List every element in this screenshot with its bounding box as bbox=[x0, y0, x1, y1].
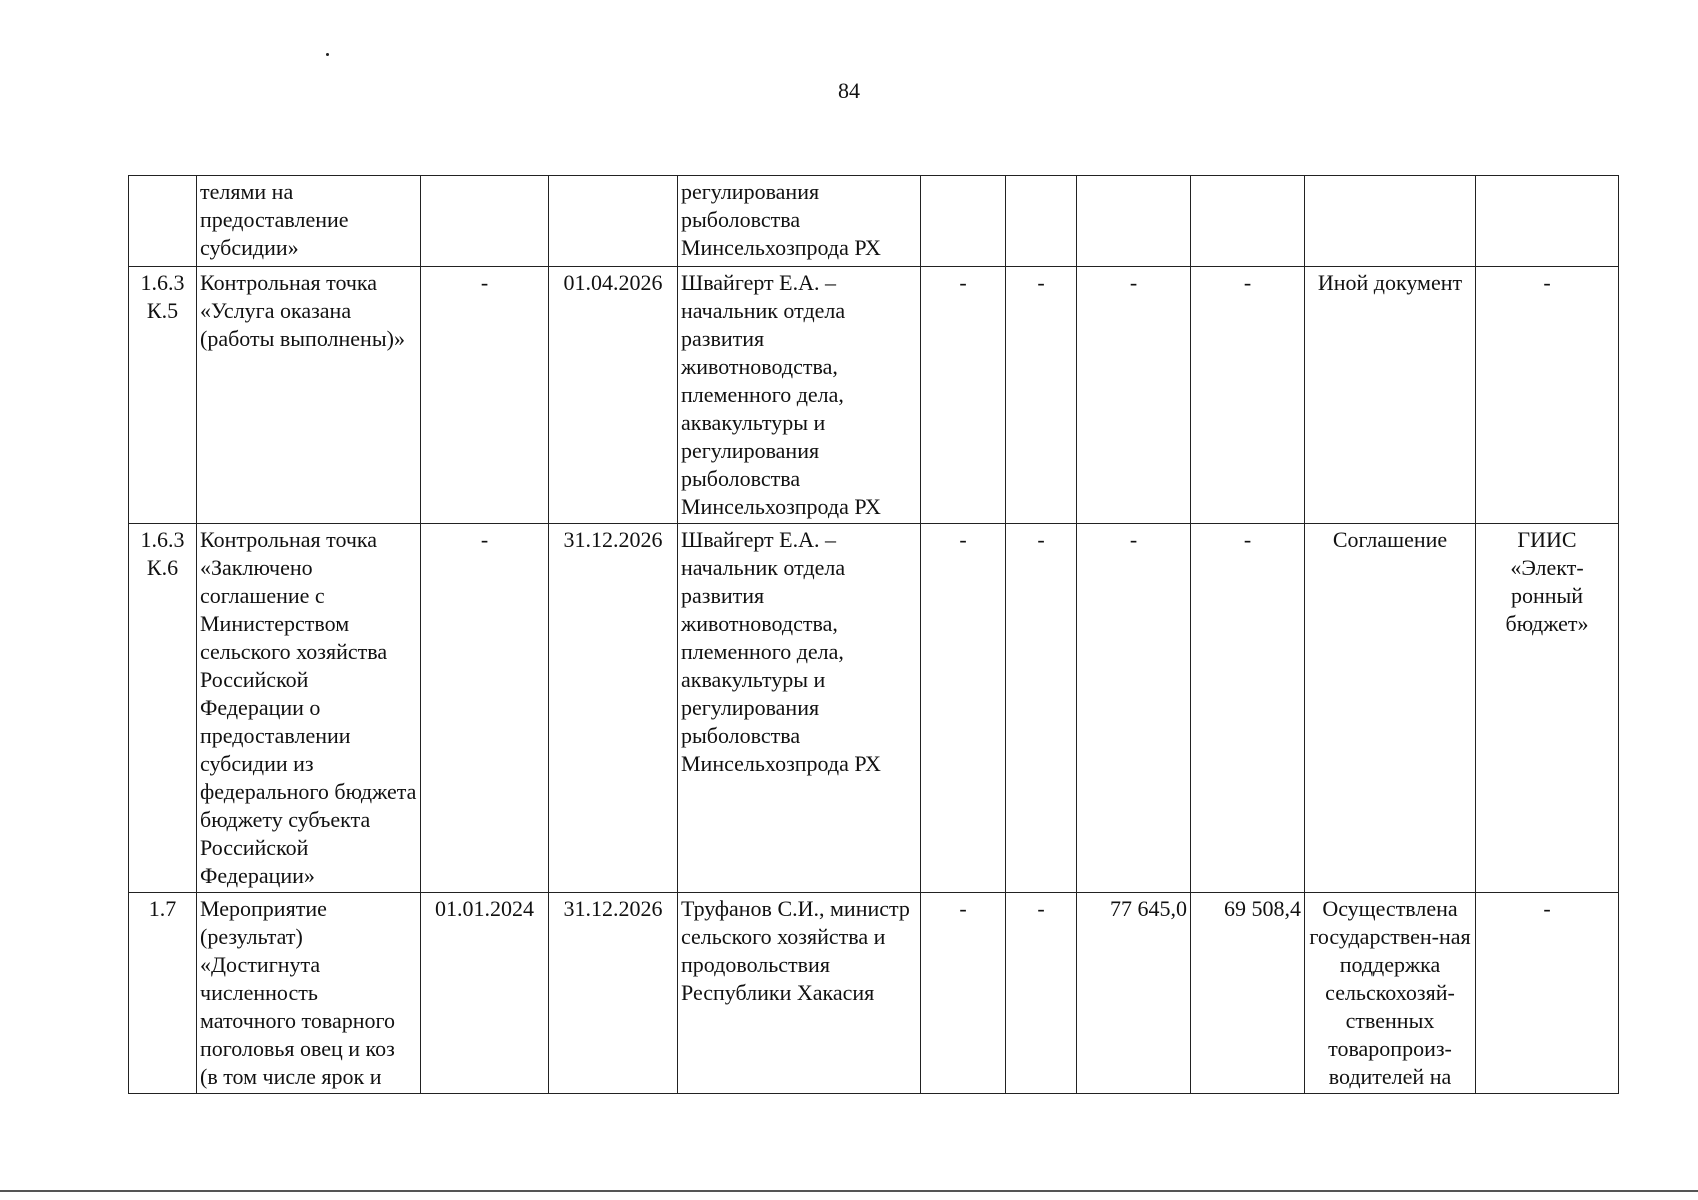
cell-value-2: - bbox=[1006, 524, 1077, 893]
cell-value-1 bbox=[921, 176, 1006, 267]
cell-value-1: - bbox=[921, 524, 1006, 893]
cell-responsible: регулирования рыболовства Минсельхозпрода РХ bbox=[678, 176, 921, 267]
cell-responsible: Швайгерт Е.А. – начальник отдела развития животноводства, племенного дела, аквакультуры и регулирования рыболовства Минсельхозпрода РХ bbox=[678, 267, 921, 524]
cell-system: - bbox=[1476, 893, 1619, 1094]
cell-value-4: - bbox=[1191, 524, 1305, 893]
cell-value-4: - bbox=[1191, 267, 1305, 524]
cell-system: - bbox=[1476, 267, 1619, 524]
cell-document bbox=[1305, 176, 1476, 267]
cell-value-4 bbox=[1191, 176, 1305, 267]
cell-responsible: Труфанов С.И., министр сельского хозяйства и продовольствия Республики Хакасия bbox=[678, 893, 921, 1094]
cell-end: 31.12.2026 bbox=[549, 893, 678, 1094]
cell-start: - bbox=[421, 524, 549, 893]
cell-value-2: - bbox=[1006, 893, 1077, 1094]
scan-speck bbox=[326, 53, 329, 56]
cell-name: Контрольная точка «Заключено соглашение с Министерством сельского хозяйства Российской Федерации о предоставлении субсидии из федерального бюджета бюджету субъекта Российской Федерации» bbox=[197, 524, 421, 893]
cell-system: ГИИС «Элект-ронный бюджет» bbox=[1476, 524, 1619, 893]
cell-document: Соглашение bbox=[1305, 524, 1476, 893]
cell-value-3 bbox=[1077, 176, 1191, 267]
table-row bbox=[129, 267, 1619, 524]
cell-num: 1.6.3 К.5 bbox=[129, 267, 197, 524]
cell-value-3: - bbox=[1077, 267, 1191, 524]
plan-table bbox=[128, 175, 1619, 1094]
cell-num: 1.6.3 К.6 bbox=[129, 524, 197, 893]
cell-end: 31.12.2026 bbox=[549, 524, 678, 893]
cell-end: 01.04.2026 bbox=[549, 267, 678, 524]
cell-name: Мероприятие (результат) «Достигнута численность маточного товарного поголовья овец и коз (в том числе ярок и bbox=[197, 893, 421, 1094]
cell-start bbox=[421, 176, 549, 267]
table-row bbox=[129, 893, 1619, 1094]
cell-value-1: - bbox=[921, 267, 1006, 524]
cell-value-1: - bbox=[921, 893, 1006, 1094]
scan-bottom-edge bbox=[0, 1190, 1698, 1192]
cell-document: Иной документ bbox=[1305, 267, 1476, 524]
cell-responsible: Швайгерт Е.А. – начальник отдела развития животноводства, племенного дела, аквакультуры и регулирования рыболовства Минсельхозпрода РХ bbox=[678, 524, 921, 893]
cell-value-2: - bbox=[1006, 267, 1077, 524]
cell-value-3: - bbox=[1077, 524, 1191, 893]
cell-document: Осуществлена государствен-ная поддержка сельскохозяй-ственных товаропроиз-водителей на bbox=[1305, 893, 1476, 1094]
cell-value-3: 77 645,0 bbox=[1077, 893, 1191, 1094]
cell-value-2 bbox=[1006, 176, 1077, 267]
table-row bbox=[129, 524, 1619, 893]
cell-value-4: 69 508,4 bbox=[1191, 893, 1305, 1094]
cell-start: - bbox=[421, 267, 549, 524]
page-number: 84 bbox=[838, 78, 860, 103]
cell-system bbox=[1476, 176, 1619, 267]
cell-num: 1.7 bbox=[129, 893, 197, 1094]
table-row bbox=[129, 176, 1619, 267]
cell-name: Контрольная точка «Услуга оказана (работы выполнены)» bbox=[197, 267, 421, 524]
cell-start: 01.01.2024 bbox=[421, 893, 549, 1094]
cell-num bbox=[129, 176, 197, 267]
cell-end bbox=[549, 176, 678, 267]
cell-name: телями на предоставление субсидии» bbox=[197, 176, 421, 267]
